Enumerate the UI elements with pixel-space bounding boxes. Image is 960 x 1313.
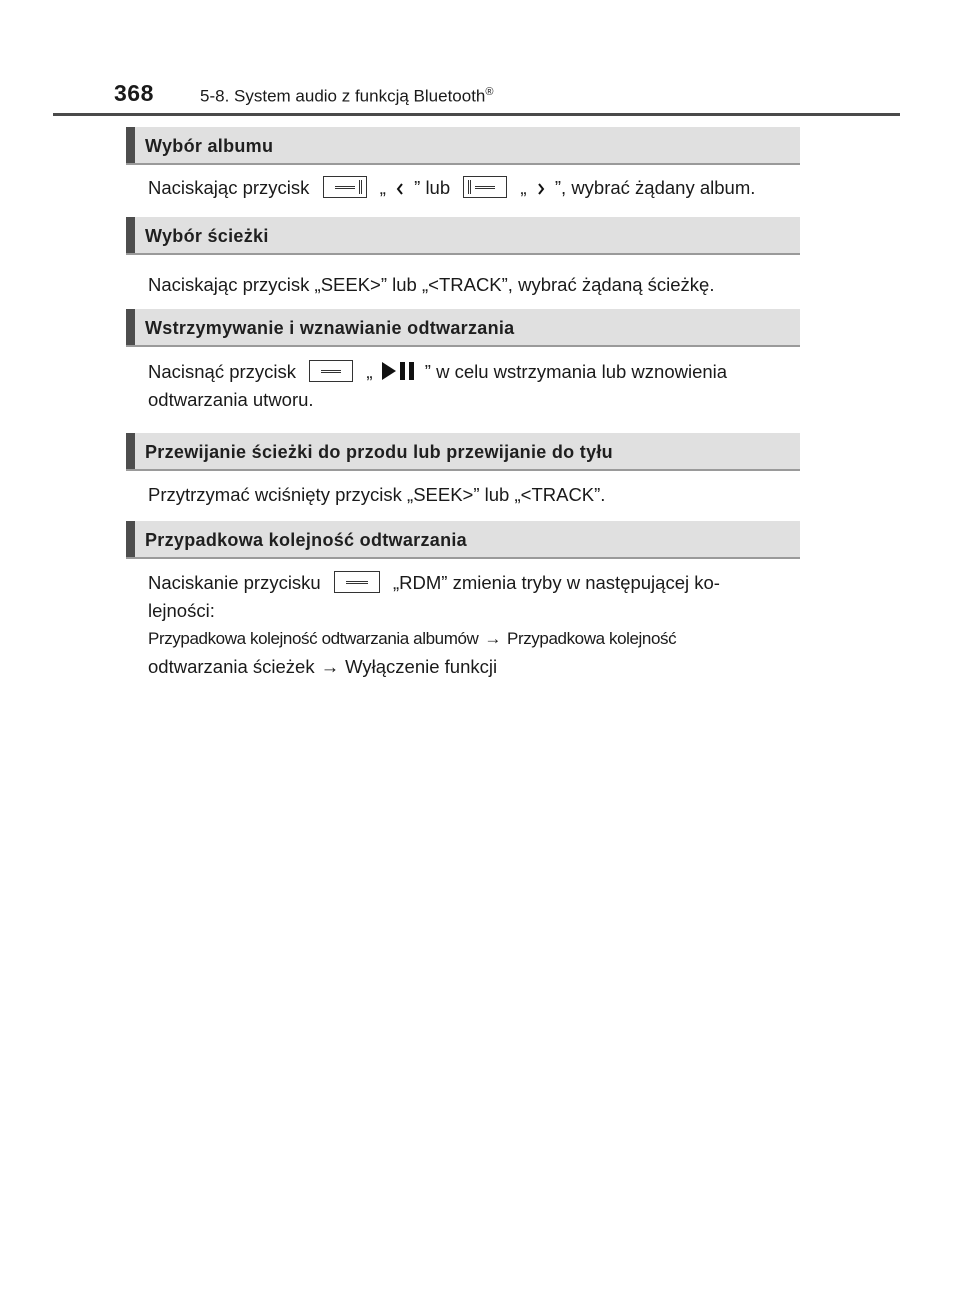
button-icon xyxy=(463,176,507,198)
body-line xyxy=(148,653,800,681)
arrow-right-icon: → xyxy=(484,629,501,648)
play-pause-icon xyxy=(382,360,416,382)
button-icon xyxy=(323,176,367,198)
chevron-right-icon xyxy=(536,181,546,197)
section-body xyxy=(126,165,800,217)
registered-mark: ® xyxy=(485,86,494,98)
body-text: Naciskanie przycisku xyxy=(148,572,321,593)
body-text: ” w celu wstrzymania lub wznowienia xyxy=(424,361,728,382)
section-heading: Wstrzymywanie i wznawianie odtwarzania xyxy=(126,309,800,345)
section-track-selection xyxy=(126,217,800,309)
body-text: ”, wybrać żądany album. xyxy=(554,177,756,198)
body-text: ” lub xyxy=(414,177,451,198)
section-heading: Przypadkowa kolejność odtwarzania xyxy=(126,521,800,557)
section-heading: Przewijanie ścieżki do przodu lub przewijanie do tyłu xyxy=(126,433,800,469)
body-text: Przypadkowa kolejność xyxy=(507,629,677,648)
arrow-right-icon: → xyxy=(320,656,340,677)
page-content xyxy=(126,127,800,681)
chapter-title xyxy=(200,86,494,107)
section-body xyxy=(126,559,800,681)
button-icon xyxy=(334,571,380,593)
chevron-left-icon xyxy=(395,181,405,197)
body-line: lejności: xyxy=(148,600,215,621)
body-line xyxy=(148,625,800,653)
section-random-playback xyxy=(126,521,800,681)
body-text: Nacisnąć przycisk xyxy=(148,361,297,382)
body-line xyxy=(148,358,800,386)
section-fast-forward-rewind xyxy=(126,433,800,521)
body-text: odtwarzania ścieżek xyxy=(148,656,315,677)
page-header xyxy=(0,60,960,120)
section-heading: Wybór ścieżki xyxy=(126,217,800,253)
section-album-selection xyxy=(126,127,800,217)
body-line xyxy=(148,569,800,597)
body-text: Naciskając przycisk xyxy=(148,177,310,198)
body-text: „RDM” zmienia tryby w następującej ko- xyxy=(393,572,720,593)
header-rule xyxy=(53,113,900,116)
body-text: „ xyxy=(520,177,527,198)
section-body xyxy=(126,347,800,433)
section-body: Naciskając przycisk „SEEK>” lub „<TRACK”, wybrać żądaną ścieżkę. xyxy=(148,274,715,295)
button-icon xyxy=(309,360,353,382)
section-body: Przytrzymać wciśnięty przycisk „SEEK>” lub „<TRACK”. xyxy=(148,484,606,505)
page-number: 368 xyxy=(114,80,154,106)
body-text: „ xyxy=(366,361,373,382)
body-text: „ xyxy=(379,177,386,198)
body-text: Przypadkowa kolejność odtwarzania albumów xyxy=(148,629,479,648)
body-line: odtwarzania utworu. xyxy=(148,389,314,410)
section-heading: Wybór albumu xyxy=(126,127,800,163)
body-text: Wyłączenie funkcji xyxy=(345,656,498,677)
section-pause-resume xyxy=(126,309,800,433)
chapter-title-text: 5-8. System audio z funkcją Bluetooth xyxy=(200,86,486,106)
